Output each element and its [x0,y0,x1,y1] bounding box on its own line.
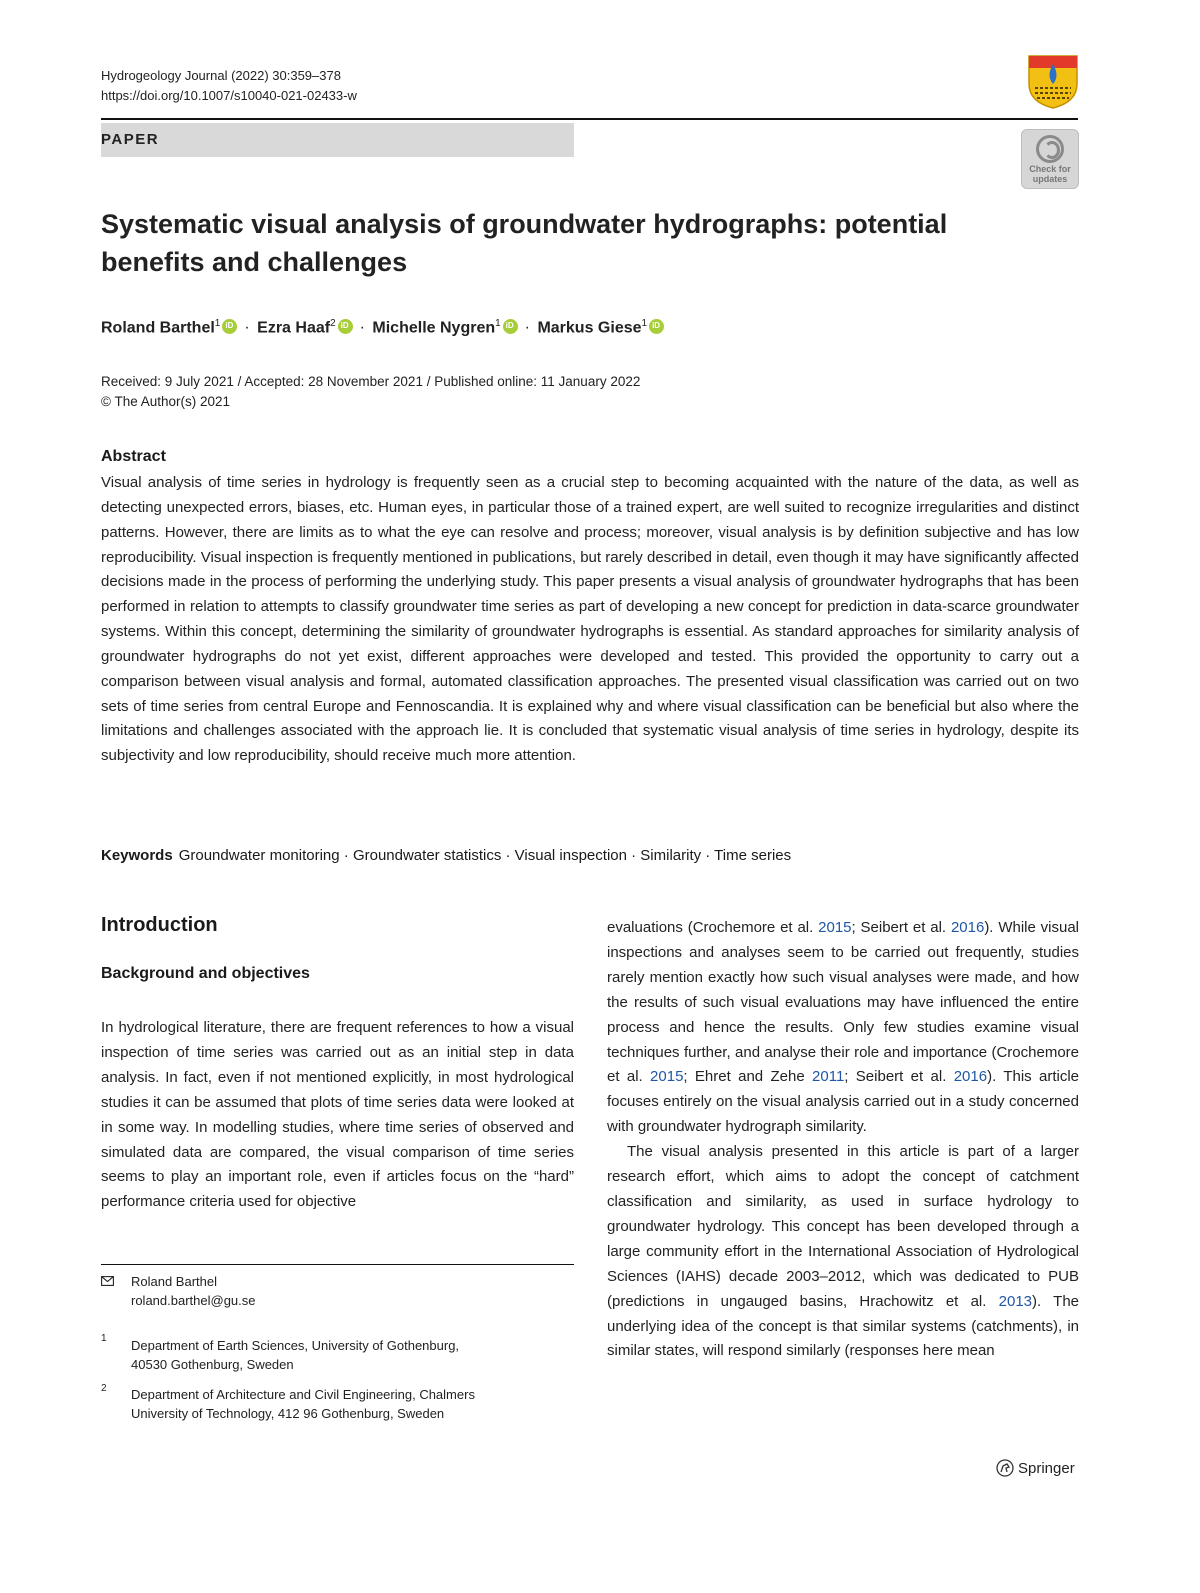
abstract-text: Visual analysis of time series in hydrology is frequently seen as a crucial step to becoming acquainted with the nature of the data, as well as detecting unexpected errors, biases, etc. Human eyes, in particular those of a trained expert, are well suited to recognize irregularities and distinct patterns. However, there are limits as to what the eye can resolve and process; moreover, visual analysis is by definition subjective and has low reproducibility. Visual inspection is frequently mentioned in publications, but rarely described in detail, even though it may have significantly affected decisions made in the process of performing the underlying study. This paper presents a visual analysis of groundwater hydrographs that has been performed in relation to attempts to classify groundwater time series as part of developing a new concept for prediction in data-scarce groundwater systems. Within this concept, determining the similarity of groundwater hydrographs is essential. As standard approaches for similarity analysis of groundwater hydrographs do not yet exist, different approaches were developed and tested. This provided the opportunity to carry out a comparison between visual analysis and formal, automated classification approaches. The presented visual classification was carried out on two sets of time series from central Europe and Fennoscandia. It is explained why and where visual classification can be beneficial but also where the limitations and challenges associated with the approach lie. It is concluded that systematic visual analysis of time series in hydrology, despite its subjectivity and low reproducibility, should receive much more attention. [101,474,1079,765]
keywords-list: Groundwater monitoring · Groundwater statistics · Visual inspection · Similarity · Time series [178,847,792,864]
affiliation-mark: 1 [101,1333,107,1344]
author-list: Roland Barthel$^1$iD · Ezra Haaf$^2$iD · Michelle Nygren$^1$iD · Markus Giese$^1$iD [101,312,668,340]
publication-dates [101,372,640,412]
introduction-heading: Introduction [101,914,218,936]
envelope-icon [101,1276,114,1286]
citation-link[interactable]: 2011 [812,1068,845,1086]
affiliation-2 [131,1385,475,1423]
springer-horse-icon [996,1459,1014,1477]
author-name[interactable]: Michelle Nygren [372,319,496,337]
affiliation-mark: 2 [101,1383,107,1394]
citation-link[interactable]: 2013 [998,1292,1033,1310]
affiliation-line: Department of Architecture and Civil Engineering, Chalmers [131,1387,475,1402]
copyright-line: © The Author(s) 2021 [101,394,231,409]
citation-link[interactable]: 2016 [950,919,985,936]
keywords-label: Keywords [101,847,173,864]
author-name[interactable]: Markus Giese [537,319,642,337]
text-run: ; Seibert et al. [851,919,951,936]
affiliation-1 [131,1336,459,1374]
doi-link[interactable]: https://doi.org/10.1007/s10040-021-02433-w [101,88,357,103]
affiliation-line: Department of Earth Sciences, University of Gothenburg, [131,1338,460,1353]
check-updates-line1: Check for [1029,164,1071,174]
orcid-icon[interactable] [649,319,664,334]
orcid-icon[interactable] [503,319,518,334]
journal-logo-icon [1027,54,1079,110]
orcid-icon[interactable] [338,319,353,334]
intro-left-paragraph: In hydrological literature, there are frequent references to how a visual inspection of time series was carried out as an initial step in data analysis. In fact, even if not mentioned explicitly, in most hydrological studies it can be assumed that plots of time series data were looked at in some way. In modelling studies, where time series of observed and simulated data are compared, the visual comparison of time series seems to play an important role, even if articles focus on the “hard” performance criteria used for objective [101,1019,574,1211]
contact-name: Roland Barthel [131,1274,217,1289]
background-subheading: Background and objectives [101,965,310,982]
text-run: ). The underlying idea of the concept is that similar systems (catchments), in similar states, will respond similarly (responses here mean [607,1292,1080,1360]
citation-link[interactable]: 2016 [953,1068,988,1086]
section-label: PAPER [101,131,160,148]
citation-link[interactable]: 2015 [818,919,852,936]
journal-citation [101,66,357,106]
text-run: ). While visual inspections and analyses seem to be carried out frequently, studies rarely mention exactly how such visual analyses were made, and how the results of such visual evaluations may have influenced the entire process and hence the results. Only few studies examine visual techniques further, and analyse their role and importance (Crochemore et al. [607,919,1080,1086]
corresponding-author [131,1272,256,1310]
publisher-logo [996,1459,1075,1477]
author-affiliation: 2 [330,318,336,329]
author-name[interactable]: Roland Barthel [101,319,215,337]
crossmark-icon [1036,135,1064,163]
header-rule [101,118,1078,120]
article-title: Systematic visual analysis of groundwater hydrographs: potential benefits and challenges [101,209,948,277]
text-run: ; Ehret and Zehe [683,1068,813,1086]
text-run: ; Seibert et al. [844,1068,954,1086]
intro-paragraph [607,916,1079,1140]
text-run: evaluations (Crochemore et al. [607,919,819,936]
orcid-icon[interactable] [222,319,237,334]
author-affiliation: 1 [641,318,648,329]
check-for-updates-button[interactable] [1021,129,1079,189]
intro-right-column [607,916,1079,1364]
author-affiliation: 1 [495,318,501,329]
publisher-name: Springer [1018,1460,1075,1477]
journal-line: Hydrogeology Journal (2022) 30:359–378 [101,68,341,83]
contact-email[interactable]: roland.barthel@gu.se [131,1293,256,1308]
affiliation-line: 40530 Gothenburg, Sweden [131,1357,294,1372]
intro-paragraph [607,1140,1079,1364]
abstract-heading: Abstract [101,448,166,465]
footnote-rule [101,1264,574,1265]
section-label-bar [101,123,574,157]
citation-link[interactable]: 2015 [650,1068,684,1086]
affiliation-line: University of Technology, 412 96 Gothenburg, Sweden [131,1406,445,1421]
dates-line: Received: 9 July 2021 / Accepted: 28 November 2021 / Published online: 11 January 2022 [101,374,641,389]
keywords [101,845,791,867]
text-run: The visual analysis presented in this article is part of a larger research effort, which aims to adopt the concept of catchment classification and similarity, as used in surface hydrology to groundwater hydrology. This concept has been developed through a large community effort in the International Association of Hydrological Sciences (IAHS) decade 2003–2012, which was dedicated to PUB (predictions in ungauged basins, Hrachowitz et al. [607,1143,1079,1310]
author-name[interactable]: Ezra Haaf [257,319,331,337]
check-updates-line2: updates [1032,174,1068,184]
text-run: ). This article focuses entirely on the visual analysis carried out in a study concerned with groundwater hydrograph similarity. [607,1068,1080,1136]
author-affiliation: 1 [214,318,221,329]
